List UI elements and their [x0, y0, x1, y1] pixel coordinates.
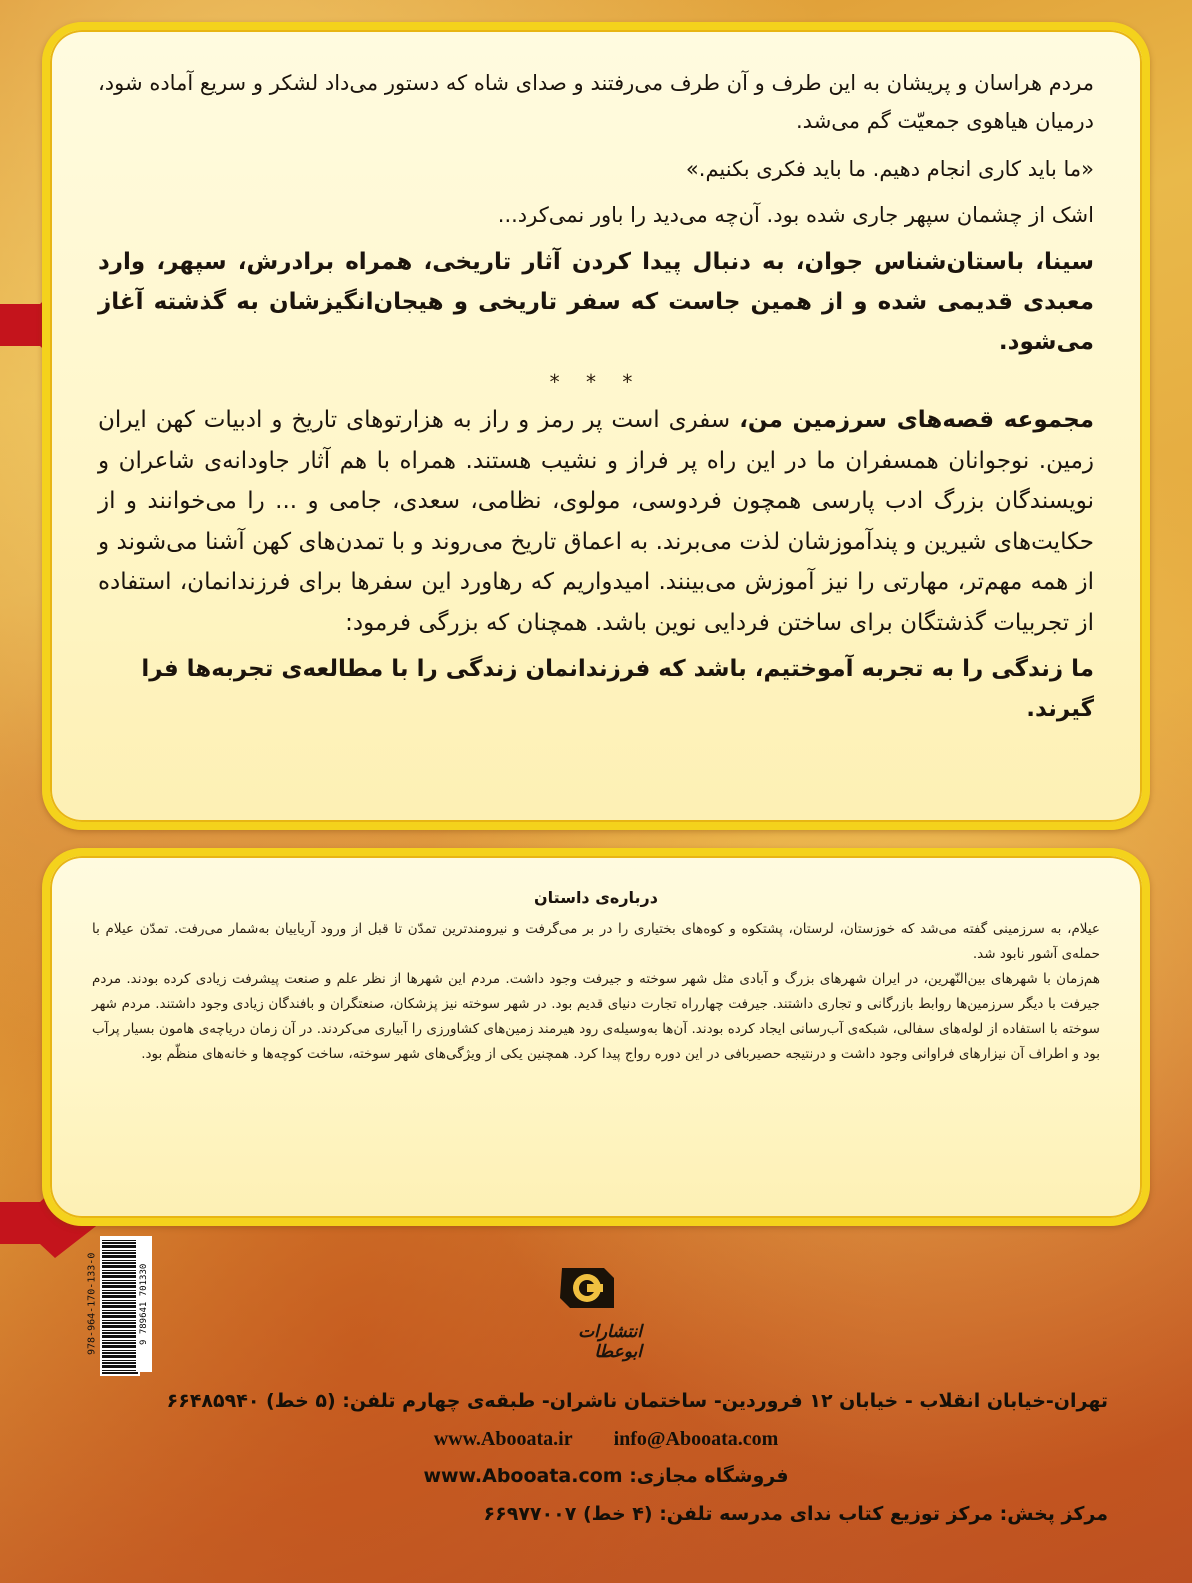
footer-address: تهران-خیابان انقلاب - خیابان ۱۲ فروردین- ساختمان ناشران- طبقه‌ی چهارم تلفن: (۵ خط) ۶۶۴۸۵۹۴۰ [166, 1390, 1108, 1412]
about-story-panel [42, 848, 1150, 1226]
isbn-text: 978-964-170-133-0 [86, 1252, 98, 1356]
series-paragraph [98, 400, 1094, 643]
about-paragraph-2: هم‌زمان با شهرهای بین‌النّهرین، در ایران شهرهای بزرگ و آبادی مثل شهر سوخته و جیرفت وجود داشت. مردم این شهرها از نظر علم و صنعت پیشرفت زیادی کرده بودند. مردم جیرفت با دیگر سرزمین‌ها روابط بازرگانی و تجاری داشتند. جیرفت چهارراه تجارت دنیای قدیم بود. در شهر سوخته نیز پزشکان، صنعتگران و بافندگان زیادی وجود داشتند. مردم شهر سوخته با استفاده از لوله‌های سفالی، شبکه‌ی آب‌رسانی ایجاد کرده بودند. آن‌ها به‌وسیله‌ی رود هیرمند زمین‌های کشاورزی را آبیاری می‌کردند. در آن زمان دریاچه‌ی هامون بسیار پرآب بود و اطراف آن نیزارهای فراوانی وجود داشت و درنتیجه حصیربافی در این دوره رواج پیدا کرد. همچنین یکی از ویژگی‌های شهر سوخته، ساخت کوچه‌ها و خانه‌های منظّم بود. [92, 971, 1100, 1062]
closing-quote: ما زندگی را به تجربه آموختیم، باشد که فرزندانمان زندگی را با مطالعه‌ی تجربه‌ها فرا گیرند. [141, 656, 1094, 722]
barcode-digits: 9 789641 701330 [136, 1236, 152, 1372]
footer-contacts [380, 1428, 832, 1451]
separator-stars: * * * [549, 370, 643, 394]
publisher-logo-icon [552, 1258, 622, 1318]
synopsis-paragraph: سینا، باستان‌شناس جوان، به دنبال پیدا کردن آثار تاریخی، همراه برادرش، سپهر، وارد معبدی قدیمی شده و از همین جاست که سفر تاریخی و هیجان‌انگیزشان به گذشته آغاز می‌شود. [98, 249, 1094, 355]
footer-website[interactable]: www.Abooata.ir [433, 1428, 573, 1450]
publisher-logo [532, 1258, 642, 1362]
about-title: درباره‌ی داستان [534, 888, 658, 907]
intro-paragraph: مردم هراسان و پریشان به این طرف و آن طرف می‌رفتند و صدای شاه که دستور می‌داد لشکر و سریع آماده شود، درمیان هیاهوی جمعیّت گم می‌شد. [98, 71, 1094, 133]
series-body: سفری است پر رمز و راز به هزارتوهای تاریخ و ادبیات کهن ایران زمین. نوجوانان همسفران ما در این راه پر فراز و نشیب هستند. همراه با هم آثار جاودانه‌ی شاعران و نویسندگان بزرگ ادب پارسی همچون فردوسی، مولوی، نظامی، سعدی، جامی و ... را می‌خوانند و از حکایت‌های شیرین و پندآموزشان لذت می‌برند. به اعماق تاریخ می‌روند و با تمدن‌های کهن آشنا می‌شوند و از همه مهم‌تر، مهارتی را نیز آموزش می‌بینند. امیدواریم که رهاورد این سفرها برای فرزندانمان، استفاده از تجربیات گذشتگان برای ساختن فردایی نوین باشد. همچنان که بزرگی فرمود: [98, 407, 1094, 636]
footer-distribution: مرکز پخش: مرکز توزیع کتاب ندای مدرسه تلفن: (۴ خط) ۶۶۹۷۷۰۰۷ [483, 1503, 1108, 1525]
barcode [100, 1236, 140, 1376]
footer-email[interactable]: info@Abooata.com [613, 1428, 779, 1450]
series-name: مجموعه قصه‌های سرزمین من، [739, 407, 1095, 433]
blurb-panel [42, 22, 1150, 830]
about-paragraph-1: عیلام، به سرزمینی گفته می‌شد که خوزستان، لرستان، پشتکوه و کوه‌های بختیاری را در بر می‌گرفت و نیرومندترین تمدّن تا قبل از ورود آریاییان به‌شمار می‌رفت. تمدّن عیلام با حمله‌ی آشور نابود شد. [92, 921, 1100, 962]
footer-shop[interactable]: فروشگاه مجازی: www.Abooata.com [423, 1465, 789, 1487]
tears-line: اشک از چشمان سپهر جاری شده بود. آن‌چه می‌دید را باور نمی‌کرد... [497, 203, 1094, 227]
quote-line: «ما باید کاری انجام دهیم. ما باید فکری بکنیم.» [685, 157, 1094, 181]
publisher-logo-text: انتشارات ابوعطا [578, 1322, 642, 1362]
